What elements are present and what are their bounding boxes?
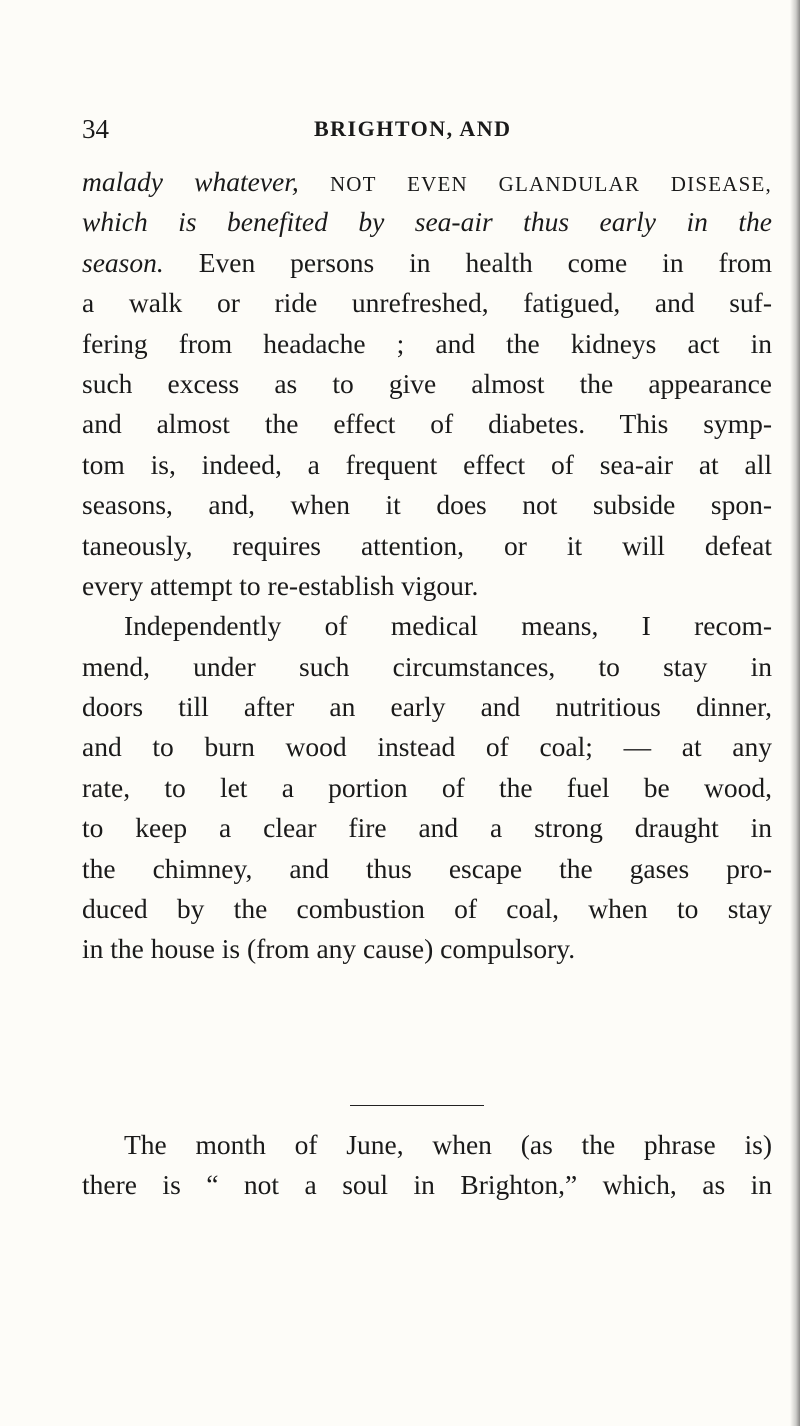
page-number: 34 (82, 114, 109, 144)
text-line: fering from headache ; and the kidneys act in (82, 327, 772, 359)
text-line: to keep a clear fire and a strong draught in (82, 812, 772, 844)
text-line (82, 243, 772, 283)
text-line: the chimney, and thus escape the gases pro- (82, 852, 772, 884)
page-edge-shadow (790, 0, 800, 1426)
italic-phrase: malady whatever, (82, 166, 299, 197)
running-head: BRIGHTON, AND (314, 116, 512, 141)
italic-phrase: season. (82, 246, 164, 278)
text-line: rate, to let a portion of the fuel be wood, (82, 771, 772, 803)
text-line (82, 162, 772, 202)
text-line: and to burn wood instead of coal; — at any (82, 731, 772, 763)
text-line: every attempt to re-establish vigour. (82, 569, 479, 601)
text-line: in the house is (from any cause) compulsory. (82, 933, 576, 965)
text-segment: Even persons in health come in from (198, 246, 772, 278)
text-line: such excess as to give almost the appearance (82, 367, 772, 399)
text-line: duced by the combustion of coal, when to stay (82, 893, 772, 925)
section-divider (350, 1105, 484, 1106)
text-line: there is “ not a soul in Brighton,” which, as in (82, 1169, 772, 1201)
text-line: a walk or ride unrefreshed, fatigued, and suf- (82, 287, 772, 319)
text-line: which is benefited by sea-air thus early in the (82, 206, 772, 238)
text-line: The month of June, when (as the phrase is) (124, 1129, 772, 1160)
text-line: seasons, and, when it does not subside spon- (82, 489, 772, 521)
text-line: doors till after an early and nutritious dinner, (82, 691, 772, 723)
page-header (82, 112, 762, 146)
text-line: mend, under such circumstances, to stay in (82, 650, 772, 682)
text-line: tom is, indeed, a frequent effect of sea-air at all (82, 448, 772, 480)
text-line: Independently of medical means, I recom- (124, 610, 772, 642)
text-line: and almost the effect of diabetes. This symp- (82, 408, 772, 440)
closing-paragraph (82, 1125, 772, 1206)
smallcaps-phrase: NOT EVEN GLANDULAR DISEASE, (329, 172, 772, 196)
text-line: taneously, requires attention, or it will defeat (82, 529, 772, 561)
body-text (82, 162, 772, 970)
